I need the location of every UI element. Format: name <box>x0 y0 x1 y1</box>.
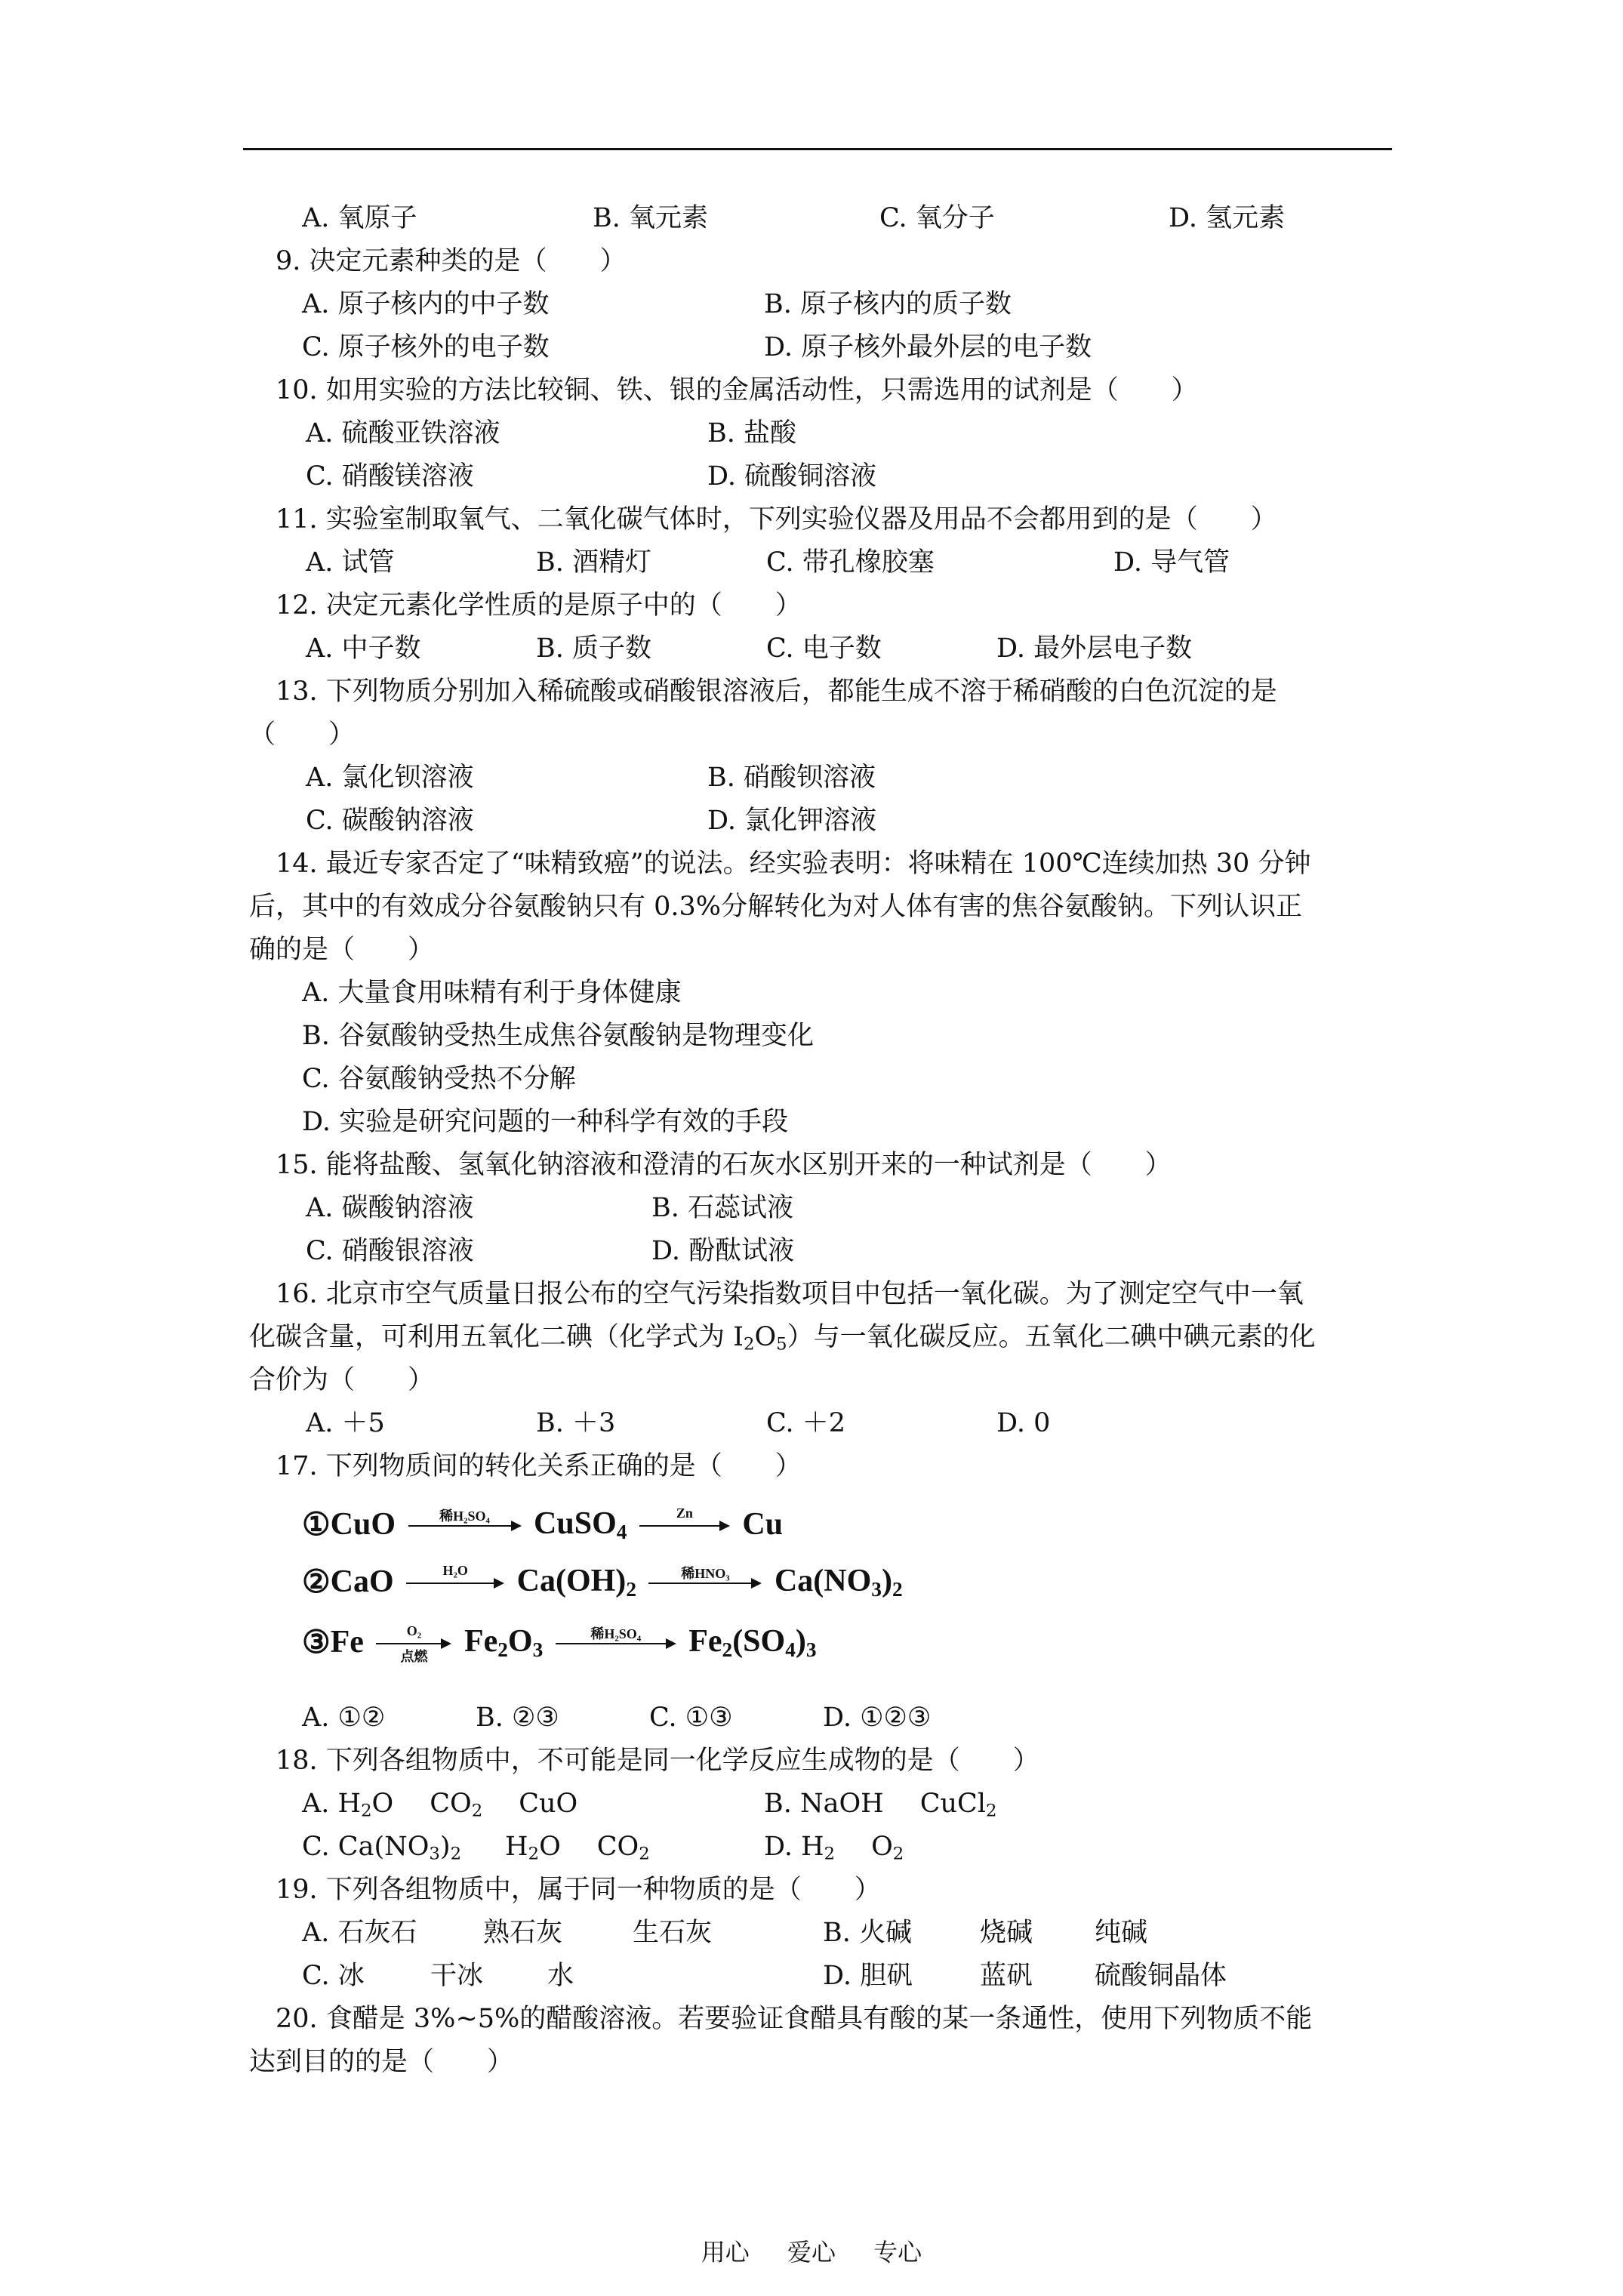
q20-line2: 达到目的的是（ ） <box>249 2047 514 2077</box>
q18-stem: 18. 下列各组物质中，不可能是同一化学反应生成物的是（ ） <box>276 1746 1039 1776</box>
reaction-3-intermediate: $Fe_2O_3$ <box>463 1623 544 1661</box>
q18-option-b: B. NaOH CuCl$_2$ <box>764 1789 997 1821</box>
reaction-1-number: ① <box>302 1508 331 1543</box>
reaction-2-product: $Ca(NO_3)_2$ <box>774 1563 903 1601</box>
q10-option-a: A. 硫酸亚铁溶液 <box>306 418 500 448</box>
reaction-3-arrow-2 <box>556 1623 676 1661</box>
arrow-condition: O₂ <box>406 1623 422 1639</box>
q10-option-c: C. 硝酸镁溶液 <box>306 461 474 492</box>
q17-option-c: C. ①③ <box>649 1703 733 1733</box>
q12-option-c: C. 电子数 <box>766 633 882 664</box>
q14-option-d: D. 实验是研究问题的一种科学有效的手段 <box>302 1107 789 1137</box>
q10-option-d: D. 硫酸铜溶液 <box>707 461 877 492</box>
q13-stem: 13. 下列物质分别加入稀硫酸或硝酸银溶液后，都能生成不溶于稀硝酸的白色沉淀的是 <box>276 676 1277 707</box>
footer-word-3: 专心 <box>873 2238 922 2267</box>
q16-line2-b: ）与一氧化碳反应。五氧化二碘中碘元素的化 <box>787 1322 1316 1352</box>
q19-option-b-2: 烧碱 <box>980 1918 1033 1948</box>
q13-option-d: D. 氯化钾溶液 <box>707 806 877 836</box>
arrow-condition: Zn <box>676 1505 693 1521</box>
q19-option-b-1: B. 火碱 <box>823 1918 912 1948</box>
q14-line3: 确的是（ ） <box>249 935 435 965</box>
q11-option-a: A. 试管 <box>306 547 395 578</box>
footer-word-1: 用心 <box>701 2238 750 2267</box>
q16-option-c: C. ＋2 <box>766 1408 846 1438</box>
q18-option-c: C. $Ca(NO_3)_2$ $H_2O$ $CO_2$ <box>302 1832 650 1864</box>
q9-option-c: C. 原子核外的电子数 <box>302 332 550 362</box>
header-rule <box>243 148 1392 150</box>
reaction-1-reactant: CuO <box>330 1507 396 1542</box>
q18-option-d: D. $H_2$ $O_2$ <box>764 1832 904 1864</box>
q16-line2 <box>249 1321 1316 1361</box>
reaction-1-arrow-2 <box>639 1505 730 1543</box>
reaction-3-product: $Fe_2(SO_4)_3$ <box>688 1623 817 1661</box>
q8-option-c: C. 氧分子 <box>879 203 995 233</box>
q16-option-b: B. ＋3 <box>536 1408 616 1438</box>
q10-stem: 10. 如用实验的方法比较铜、铁、银的金属活动性，只需选用的试剂是（ ） <box>276 375 1198 405</box>
page-footer <box>0 2233 1623 2268</box>
q16-line2-a: 化碳含量，可利用五氧化二碘（化学式为 I <box>249 1322 744 1352</box>
q19-option-a-2: 熟石灰 <box>483 1918 563 1948</box>
q15-option-d: D. 酚酞试液 <box>651 1236 795 1266</box>
q19-option-d-1: D. 胆矾 <box>823 1961 913 1991</box>
q17-stem: 17. 下列物质间的转化关系正确的是（ ） <box>276 1451 802 1481</box>
q8-option-b: B. 氧元素 <box>593 203 708 233</box>
reaction-3-arrow-1 <box>376 1623 451 1665</box>
q12-option-d: D. 最外层电子数 <box>996 633 1193 664</box>
q16-sub-2: 2 <box>743 1334 755 1354</box>
reaction-2-arrow-2 <box>648 1563 762 1601</box>
q19-option-b-3: 纯碱 <box>1095 1918 1148 1948</box>
q13-stem-cont: （ ） <box>249 720 356 750</box>
q13-option-a: A. 氯化钡溶液 <box>306 763 474 793</box>
q19-option-c-2: 干冰 <box>430 1961 484 1991</box>
reaction-3-number: ③ <box>302 1626 331 1661</box>
q13-option-c: C. 碳酸钠溶液 <box>306 806 474 836</box>
q12-option-b: B. 质子数 <box>536 633 651 664</box>
reaction-2-reactant: CaO <box>330 1564 394 1600</box>
footer-word-2: 爱心 <box>787 2238 836 2267</box>
q17-reaction-2 <box>302 1561 903 1607</box>
q9-option-d: D. 原子核外最外层的电子数 <box>764 332 1092 362</box>
q13-option-b: B. 硝酸钡溶液 <box>707 763 876 793</box>
reaction-1-product: Cu <box>742 1507 784 1542</box>
q14-option-a: A. 大量食用味精有利于身体健康 <box>302 978 682 1008</box>
q19-stem: 19. 下列各组物质中，属于同一种物质的是（ ） <box>276 1875 881 1905</box>
q14-line2: 后，其中的有效成分谷氨酸钠只有 0.3%分解转化为对人体有害的焦谷氨酸钠。下列认识正 <box>249 892 1303 922</box>
q14-line1: 14. 最近专家否定了“味精致癌”的说法。经实验表明：将味精在 100℃连续加热 30 分钟 <box>276 849 1311 879</box>
q19-option-a-1: A. 石灰石 <box>302 1918 417 1948</box>
q17-option-b: B. ②③ <box>476 1703 559 1733</box>
q16-line2-o: O <box>754 1322 777 1352</box>
q8-option-d: D. 氢元素 <box>1169 203 1286 233</box>
q19-option-d-3: 硫酸铜晶体 <box>1095 1961 1227 1991</box>
q11-option-c: C. 带孔橡胶塞 <box>766 547 935 578</box>
reaction-2-intermediate: $Ca(OH)_2$ <box>516 1563 636 1601</box>
q14-option-b: B. 谷氨酸钠受热生成焦谷氨酸钠是物理变化 <box>302 1021 814 1051</box>
q12-option-a: A. 中子数 <box>306 633 421 664</box>
q15-option-b: B. 石蕊试液 <box>651 1193 793 1223</box>
q8-option-a: A. 氧原子 <box>302 203 417 233</box>
q19-option-c-3: 水 <box>547 1961 574 1991</box>
q11-option-d: D. 导气管 <box>1113 547 1230 578</box>
q19-option-c-1: C. 冰 <box>302 1961 365 1991</box>
arrow-condition: 稀H₂SO₄ <box>439 1509 490 1524</box>
q11-stem: 11. 实验室制取氧气、二氧化碳气体时，下列实验仪器及用品不会都用到的是（ ） <box>276 504 1277 535</box>
reaction-2-number: ② <box>302 1565 331 1601</box>
q17-option-a: A. ①② <box>302 1703 386 1733</box>
q15-option-c: C. 硝酸银溶液 <box>306 1236 474 1266</box>
q20-line1: 20. 食醋是 3%~5%的醋酸溶液。若要验证食醋具有酸的某一条通性，使用下列物质不能 <box>276 2004 1313 2034</box>
reaction-1-arrow-1 <box>408 1505 522 1543</box>
q19-option-a-3: 生石灰 <box>633 1918 713 1948</box>
q18-option-a: A. $H_2O$ $CO_2$ CuO <box>302 1789 578 1821</box>
q9-stem: 9. 决定元素种类的是（ ） <box>276 246 627 276</box>
q9-option-b: B. 原子核内的质子数 <box>764 289 1012 319</box>
q16-option-d: D. 0 <box>996 1408 1051 1438</box>
q10-option-b: B. 盐酸 <box>707 418 796 448</box>
q19-option-d-2: 蓝矾 <box>980 1961 1033 1991</box>
q15-option-a: A. 碳酸钠溶液 <box>306 1193 474 1223</box>
reaction-3-reactant: Fe <box>330 1625 364 1660</box>
q16-option-a: A. ＋5 <box>306 1408 385 1438</box>
q14-option-c: C. 谷氨酸钠受热不分解 <box>302 1064 576 1094</box>
q16-line1: 16. 北京市空气质量日报公布的空气污染指数项目中包括一氧化碳。为了测定空气中一氧 <box>276 1279 1304 1309</box>
q9-option-a: A. 原子核内的中子数 <box>302 289 550 319</box>
q16-sub-5: 5 <box>776 1334 787 1354</box>
q16-line3: 合价为（ ） <box>249 1365 435 1395</box>
q11-option-b: B. 酒精灯 <box>536 547 651 578</box>
arrow-condition-below: 点燃 <box>400 1649 428 1665</box>
q17-reaction-3 <box>302 1622 817 1667</box>
reaction-1-intermediate: CuSO$_4$ <box>534 1505 627 1543</box>
arrow-condition: 稀HNO₃ <box>681 1566 730 1582</box>
arrow-condition: 稀H₂SO₄ <box>590 1626 642 1642</box>
q15-stem: 15. 能将盐酸、氢氧化钠溶液和澄清的石灰水区别开来的一种试剂是（ ） <box>276 1150 1172 1180</box>
arrow-condition: H₂O <box>442 1563 468 1579</box>
q17-option-d: D. ①②③ <box>823 1703 932 1733</box>
reaction-2-arrow-1 <box>406 1563 504 1601</box>
q12-stem: 12. 决定元素化学性质的是原子中的（ ） <box>276 590 802 621</box>
q17-reaction-1 <box>302 1504 783 1549</box>
